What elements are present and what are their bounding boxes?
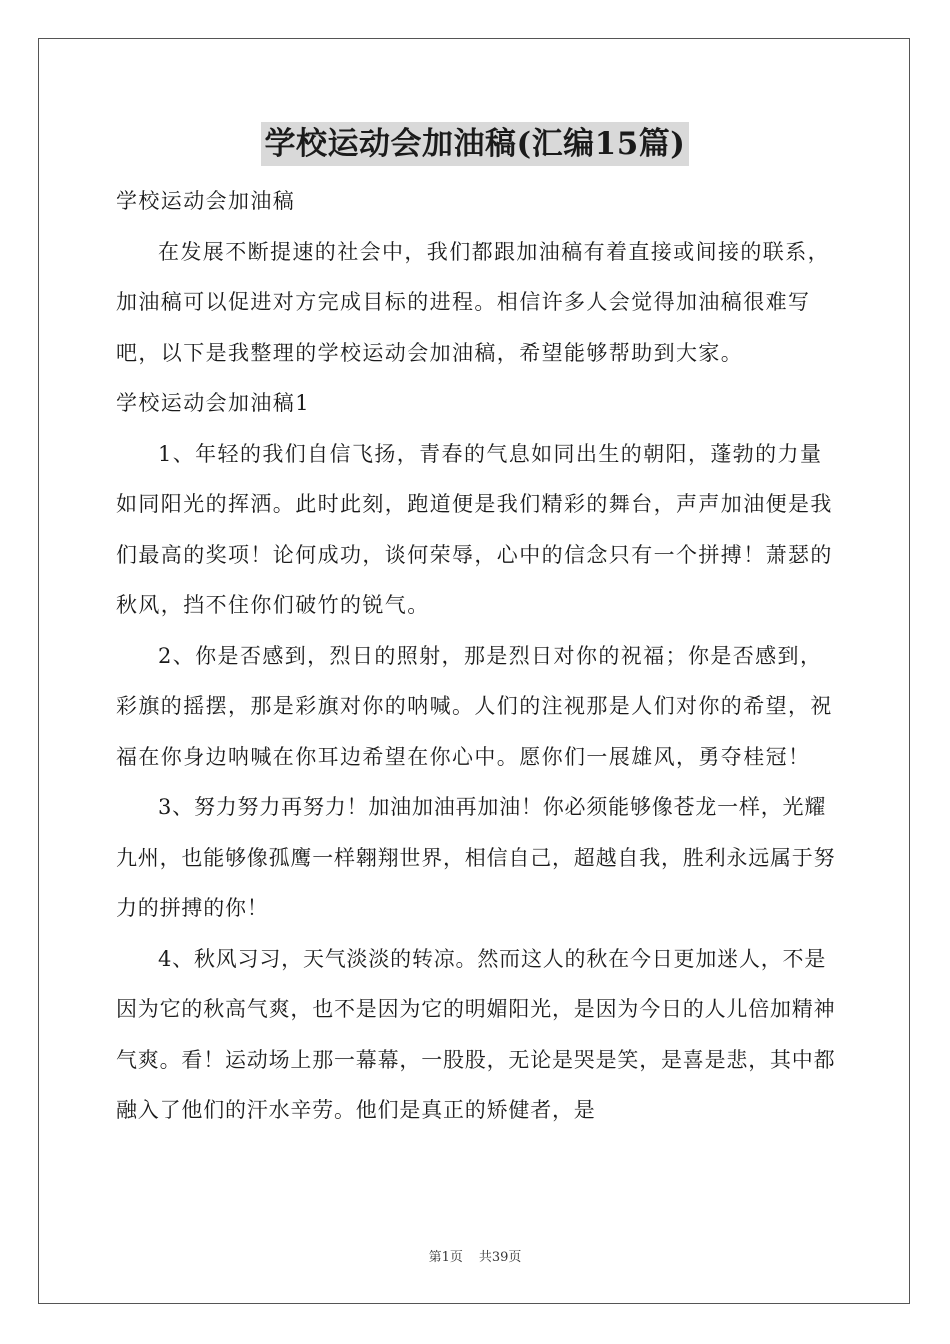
page-footer [0,1246,950,1265]
page-number: 第1页 [428,1250,463,1265]
page-total: 共39页 [478,1250,522,1265]
document-title: 学校运动会加油稿(汇编15篇) [261,122,690,166]
section-heading: 学校运动会加油稿1 [116,391,310,415]
cheer-paragraph-2: 2、你是否感到，烈日的照射，那是烈日对你的祝福；你是否感到，彩旗的摇摆，那是彩旗对你的呐喊。人们的注视那是人们对你的希望，祝福在你身边呐喊在你耳边希望在你心中。愿你们一展雄风，勇夺桂冠！ [116,643,833,769]
cheer-paragraph-3: 3、努力努力再努力！加油加油再加油！你必须能够像苍龙一样，光耀九州，也能够像孤鹰一样翱翔世界，相信自己，超越自我，胜利永远属于努力的拼搏的你！ [116,795,836,920]
subtitle: 学校运动会加油稿 [116,189,296,213]
document-body [116,176,836,1136]
cheer-paragraph-1: 1、年轻的我们自信飞扬，青春的气息如同出生的朝阳，蓬勃的力量如同阳光的挥洒。此时此刻，跑道便是我们精彩的舞台，声声加油便是我们最高的奖项！论何成功，谈何荣辱，心中的信念只有一个拼搏！萧瑟的秋风，挡不住你们破竹的锐气。 [116,441,833,617]
intro-paragraph: 在发展不断提速的社会中，我们都跟加油稿有着直接或间接的联系，加油稿可以促进对方完成目标的进程。相信许多人会觉得加油稿很难写吧，以下是我整理的学校运动会加油稿，希望能够帮助到大家。 [116,239,830,365]
cheer-paragraph-4: 4、秋风习习，天气淡淡的转凉。然而这人的秋在今日更加迷人，不是因为它的秋高气爽，也不是因为它的明媚阳光，是因为今日的人儿倍加精神气爽。看！运动场上那一幕幕，一股股，无论是哭是笑，是喜是悲，其中都融入了他们的汗水辛劳。他们是真正的矫健者，是 [116,946,836,1122]
title-container [0,122,950,166]
